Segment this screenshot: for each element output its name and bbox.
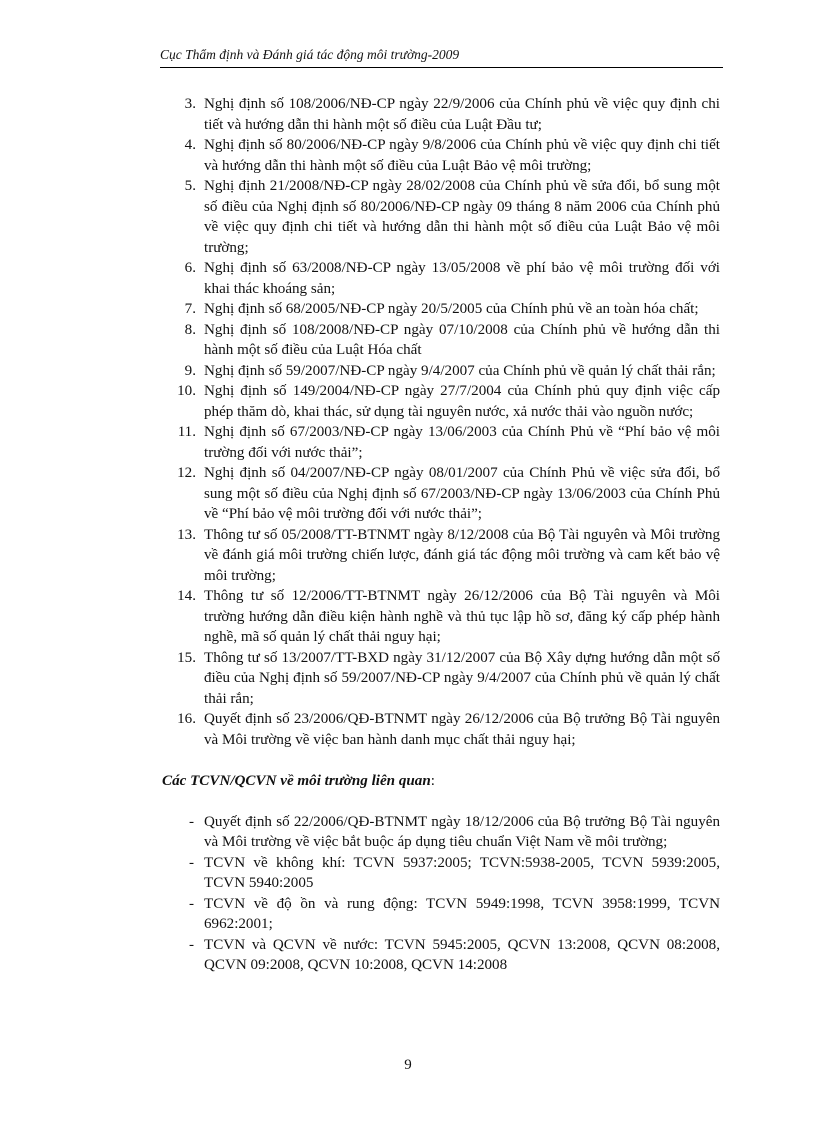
standards-list	[162, 812, 720, 976]
item-text: Nghị định số 59/2007/NĐ-CP ngày 9/4/2007 của Chính phủ về quản lý chất thải rắn;	[204, 362, 716, 379]
page-number: 9	[404, 1057, 412, 1073]
item-text: Nghị định 21/2008/NĐ-CP ngày 28/02/2008 của Chính phủ về sửa đổi, bổ sung một số điều của Nghị định số 80/2006/NĐ-CP ngày 09 tháng 8 năm 2006 của Chính phủ về việc quy định chi tiết và hướng dẫn thi hành một số điều của Luật Bảo vệ môi trường;	[204, 178, 720, 256]
bullet-dash: -	[188, 895, 194, 912]
list-item	[162, 422, 720, 463]
list-item	[162, 258, 720, 299]
item-number: 8.	[184, 321, 196, 338]
item-text: Nghị định số 68/2005/NĐ-CP ngày 20/5/2005 của Chính phủ về an toàn hóa chất;	[204, 301, 699, 317]
item-number: 7.	[184, 301, 196, 317]
list-item	[162, 361, 720, 382]
item-number: 6.	[184, 260, 196, 276]
list-item	[162, 176, 720, 258]
regulation-list	[162, 94, 720, 750]
item-text: TCVN về độ ồn và rung động: TCVN 5949:1998, TCVN 3958:1999, TCVN 6962:2001;	[204, 895, 720, 932]
item-number: 13.	[177, 526, 196, 543]
page-body	[162, 94, 720, 976]
item-text: Nghị định số 67/2003/NĐ-CP ngày 13/06/2003 của Chính Phủ về “Phí bảo vệ môi trường đối với nước thải”;	[204, 424, 720, 461]
item-text: Nghị định số 80/2006/NĐ-CP ngày 9/8/2006 của Chính phủ về việc quy định chi tiết và hướng dẫn thi hành một số điều của Luật Bảo vệ môi trường;	[204, 137, 720, 174]
list-item	[162, 463, 720, 525]
item-number: 15.	[177, 649, 196, 666]
list-item	[162, 812, 720, 853]
item-text: Nghị định số 04/2007/NĐ-CP ngày 08/01/2007 của Chính Phủ về việc sửa đổi, bổ sung một số điều của Nghị định số 67/2003/NĐ-CP ngày 13/06/2003 của Chính Phủ về “Phí bảo vệ môi trường đối với nước thải”;	[204, 465, 720, 522]
item-number: 12.	[177, 465, 196, 481]
item-number: 9.	[184, 362, 196, 379]
item-text: Nghị định số 108/2006/NĐ-CP ngày 22/9/2006 của Chính phủ về việc quy định chi tiết và hướng dẫn thi hành một số điều của Luật Đầu tư;	[204, 96, 720, 133]
item-number: 10.	[177, 383, 196, 399]
item-text: Nghị định số 63/2008/NĐ-CP ngày 13/05/2008 về phí bảo vệ môi trường đối với khai thác khoáng sản;	[204, 260, 720, 297]
list-item	[162, 648, 720, 710]
item-text: Thông tư số 13/2007/TT-BXD ngày 31/12/2007 của Bộ Xây dựng hướng dẫn một số điều của Nghị định số 59/2007/NĐ-CP ngày 9/4/2007 của Chính phủ về quản lý chất thải rắn;	[204, 649, 720, 707]
bullet-dash: -	[188, 936, 194, 953]
item-text: Quyết định số 22/2006/QĐ-BTNMT ngày 18/12/2006 của Bộ trưởng Bộ Tài nguyên và Môi trường về việc bắt buộc áp dụng tiêu chuẩn Việt Nam về môi trường;	[204, 813, 720, 850]
item-text: Nghị định số 108/2008/NĐ-CP ngày 07/10/2008 của Chính phủ về hướng dẫn thi hành một số điều của Luật Hóa chất	[204, 321, 720, 358]
item-text: TCVN và QCVN về nước: TCVN 5945:2005, QCVN 13:2008, QCVN 08:2008, QCVN 09:2008, QCVN 10:2008, QCVN 14:2008	[204, 936, 720, 973]
item-number: 16.	[177, 711, 196, 727]
bullet-dash: -	[188, 813, 194, 830]
item-text: TCVN về không khí: TCVN 5937:2005; TCVN:5938-2005, TCVN 5939:2005, TCVN 5940:2005	[204, 854, 720, 891]
list-item	[162, 586, 720, 648]
list-item	[162, 935, 720, 976]
item-number: 4.	[184, 137, 196, 153]
list-item	[162, 709, 720, 750]
list-item	[162, 135, 720, 176]
item-text: Thông tư số 05/2008/TT-BTNMT ngày 8/12/2008 của Bộ Tài nguyên và Môi trường về đánh giá môi trường chiến lược, đánh giá tác động môi trường và cam kết bảo vệ môi trường;	[204, 526, 720, 584]
item-number: 5.	[184, 178, 196, 194]
section-heading	[162, 771, 720, 792]
item-number: 11.	[177, 424, 196, 440]
item-text: Quyết định số 23/2006/QĐ-BTNMT ngày 26/12/2006 của Bộ trưởng Bộ Tài nguyên và Môi trường về việc ban hành danh mục chất thải nguy hại;	[204, 711, 720, 748]
item-text: Thông tư số 12/2006/TT-BTNMT ngày 26/12/2006 của Bộ Tài nguyên và Môi trường hướng dẫn điều kiện hành nghề và thủ tục lập hồ sơ, đăng ký cấp phép hành nghề, mã số quản lý chất thải nguy hại;	[204, 588, 720, 645]
item-text: Nghị định số 149/2004/NĐ-CP ngày 27/7/2004 của Chính phủ quy định việc cấp phép thăm dò, khai thác, sử dụng tài nguyên nước, xả nước thải vào nguồn nước;	[204, 383, 720, 420]
running-header: Cục Thẩm định và Đánh giá tác động môi trường-2009	[160, 47, 723, 68]
list-item	[162, 894, 720, 935]
list-item	[162, 853, 720, 894]
list-item	[162, 320, 720, 361]
section-heading-colon: :	[430, 773, 435, 789]
list-item	[162, 525, 720, 587]
list-item	[162, 381, 720, 422]
bullet-dash: -	[188, 854, 194, 871]
list-item	[162, 94, 720, 135]
item-number: 14.	[177, 588, 196, 604]
list-item	[162, 299, 720, 320]
section-heading-text: Các TCVN/QCVN về môi trường liên quan	[162, 773, 431, 789]
item-number: 3.	[184, 96, 196, 112]
